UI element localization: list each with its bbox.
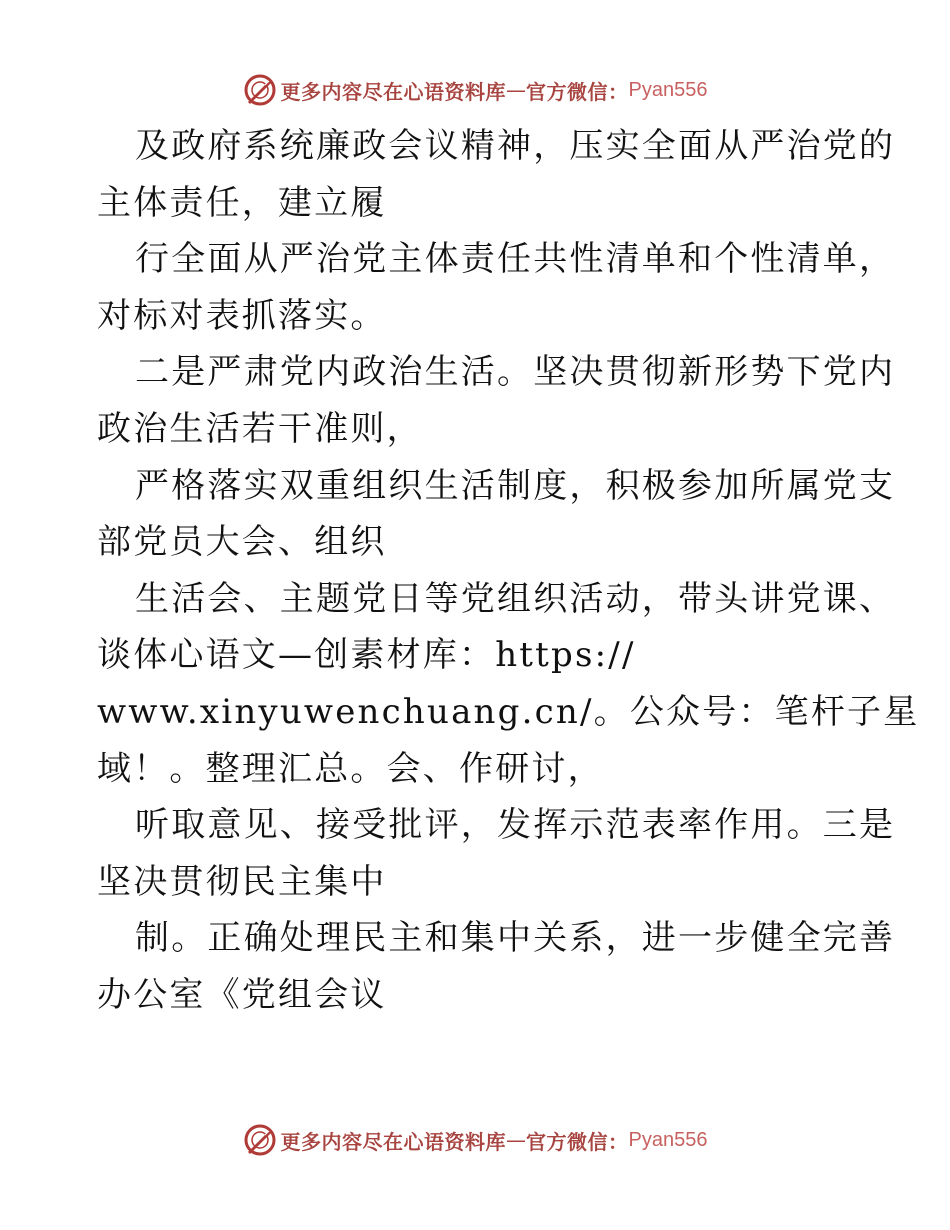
footer-watermark-banner (0, 1120, 950, 1160)
text-line-12: 域！。整理汇总。会、作研讨， (97, 748, 604, 789)
text-line-15: 制。正确处理民主和集中关系，进一步健全完善 (135, 918, 896, 959)
text-line-16: 办公室《党组会议 (97, 974, 387, 1015)
text-line-2: 主体责任，建立履 (97, 182, 387, 223)
text-line-8: 部党员大会、组织 (97, 522, 387, 563)
text-line-1: 及政府系统廉政会议精神，压实全面从严治党的 (135, 126, 896, 166)
text-line-3: 行全面从严治党主体责任共性清单和个性清单， (135, 239, 896, 280)
banner-title: 更多内容尽在心语资料库 (280, 79, 507, 104)
banner-wechat-id: Pyan556 (628, 1128, 708, 1151)
text-line-10: 谈体心语文—创素材库：https:// (97, 635, 636, 676)
text-line-11: www.xinyuwenchuang.cn/。公众号：笔杆子星 (97, 691, 920, 732)
text-line-6: 政治生活若干准则， (97, 408, 423, 449)
text-line-4: 对标对表抓落实。 (97, 295, 387, 336)
banner-wechat-id: Pyan556 (628, 78, 708, 101)
banner-wechat-label: 官方微信： (526, 1129, 629, 1154)
text-line-5: 二是严肃党内政治生活。坚决贯彻新形势下党内 (135, 352, 896, 393)
text-line-13: 听取意见、接受批评，发挥示范表率作用。三是 (135, 805, 896, 846)
pen-logo-icon (243, 73, 277, 107)
header-watermark-banner (0, 70, 950, 110)
text-line-9: 生活会、主题党日等党组织活动，带头讲党课、 (135, 578, 896, 619)
document-body (97, 118, 920, 1024)
banner-wechat-label: 官方微信： (526, 79, 629, 104)
text-line-14: 坚决贯彻民主集中 (97, 861, 387, 902)
banner-separator: — (506, 78, 527, 102)
banner-title: 更多内容尽在心语资料库 (280, 1129, 507, 1154)
pen-logo-icon (243, 1123, 277, 1157)
banner-separator: — (506, 1128, 527, 1152)
text-line-7: 严格落实双重组织生活制度，积极参加所属党支 (135, 465, 896, 506)
